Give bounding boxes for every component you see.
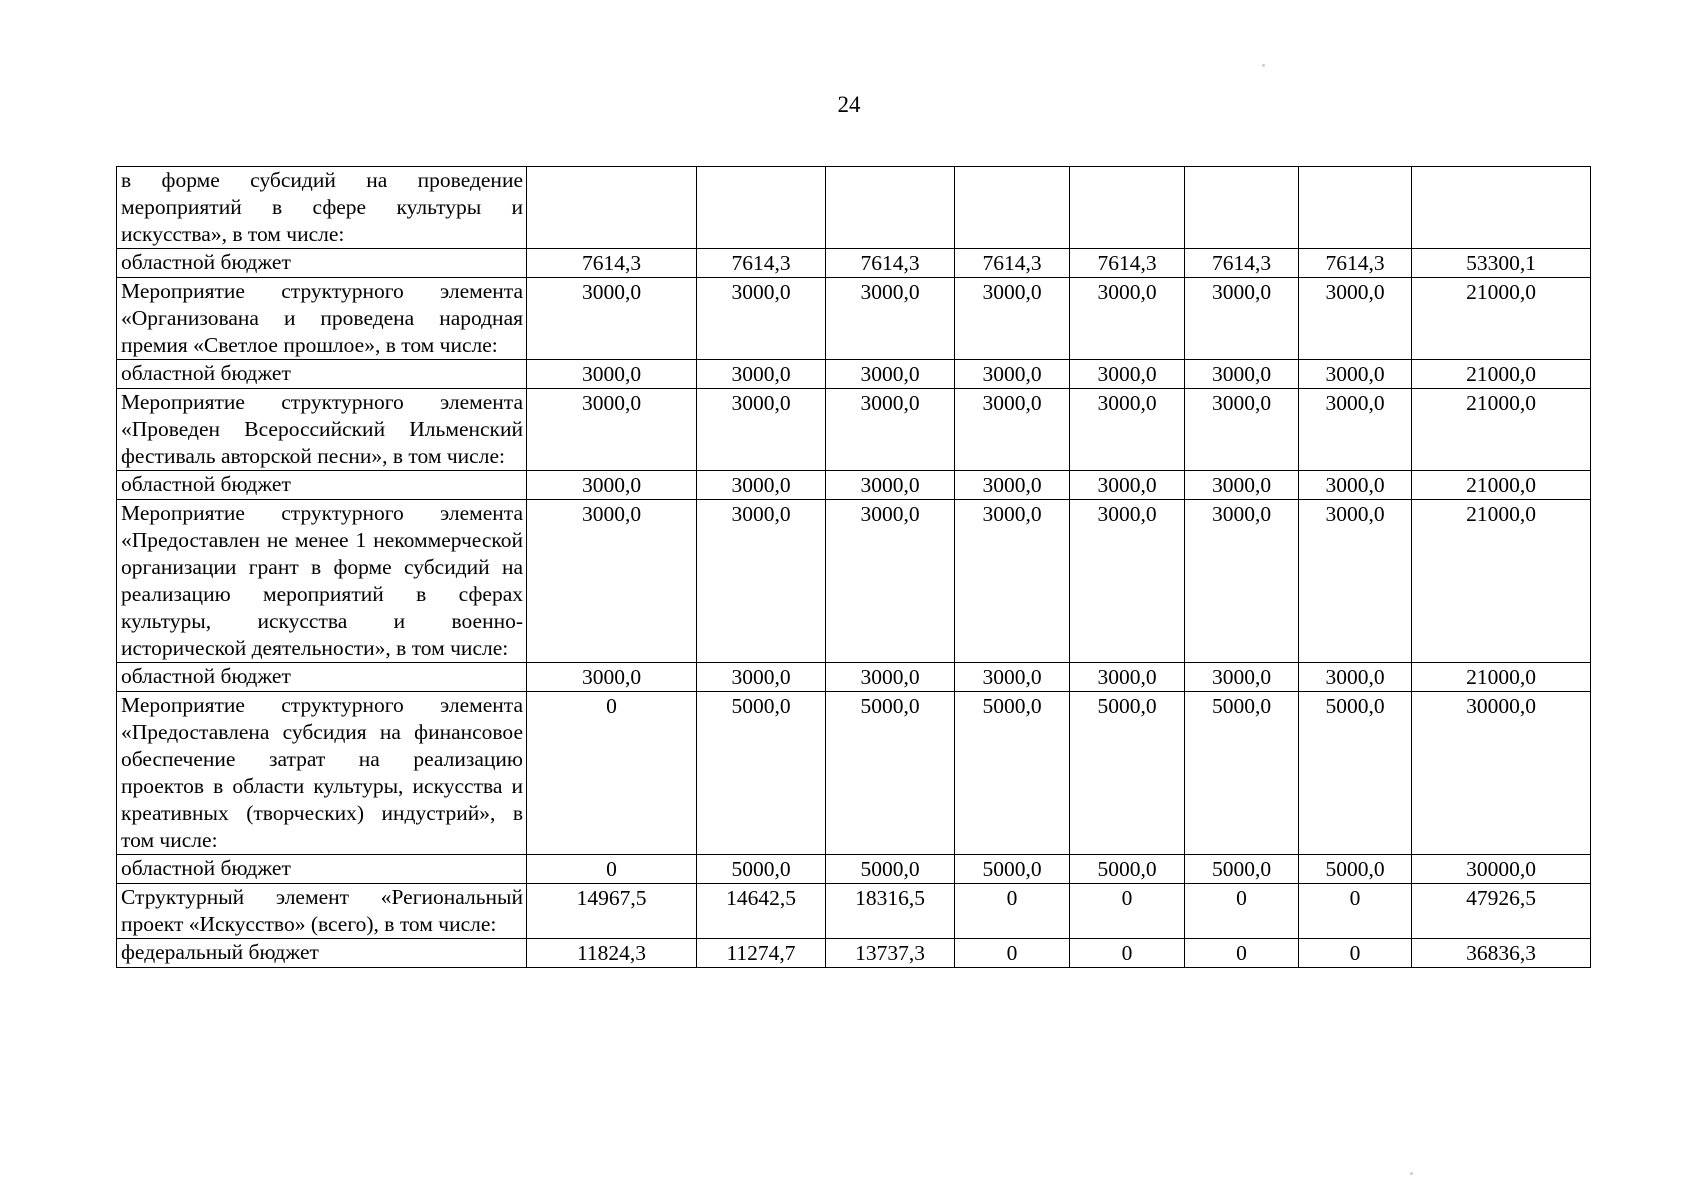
value-cell: 0 — [1185, 884, 1299, 939]
value-cell: 7614,3 — [527, 249, 697, 278]
value-cell — [1185, 167, 1299, 249]
table-row — [117, 278, 1591, 360]
value-cell: 14642,5 — [697, 884, 826, 939]
row-label: Структурный элемент «Региональный проект «Искусство» (всего), в том числе: — [117, 884, 527, 939]
value-cell: 5000,0 — [1299, 855, 1412, 884]
value-cell: 3000,0 — [697, 389, 826, 471]
value-cell: 7614,3 — [697, 249, 826, 278]
row-total-cell: 53300,1 — [1412, 249, 1591, 278]
value-cell: 0 — [1299, 884, 1412, 939]
scan-speck — [1410, 1172, 1413, 1175]
table-row — [117, 167, 1591, 249]
value-cell: 3000,0 — [826, 278, 955, 360]
value-cell: 3000,0 — [1185, 500, 1299, 663]
value-cell: 0 — [1070, 884, 1185, 939]
value-cell: 3000,0 — [826, 471, 955, 500]
value-cell: 14967,5 — [527, 884, 697, 939]
value-cell: 3000,0 — [1185, 471, 1299, 500]
value-cell: 5000,0 — [826, 692, 955, 855]
value-cell: 3000,0 — [697, 500, 826, 663]
value-cell: 3000,0 — [826, 663, 955, 692]
value-cell — [697, 167, 826, 249]
value-cell — [826, 167, 955, 249]
value-cell: 3000,0 — [1185, 278, 1299, 360]
row-label: областной бюджет — [117, 855, 527, 884]
row-total-cell: 30000,0 — [1412, 692, 1591, 855]
value-cell: 5000,0 — [1185, 855, 1299, 884]
row-total-cell: 21000,0 — [1412, 471, 1591, 500]
table-row — [117, 360, 1591, 389]
value-cell: 3000,0 — [955, 278, 1070, 360]
row-label: в форме субсидий на проведение мероприятий в сфере культуры и искусства», в том числе: — [117, 167, 527, 249]
value-cell: 5000,0 — [697, 692, 826, 855]
value-cell: 7614,3 — [1299, 249, 1412, 278]
row-total-cell: 21000,0 — [1412, 360, 1591, 389]
scan-speck — [1262, 64, 1265, 67]
value-cell: 5000,0 — [826, 855, 955, 884]
row-label: Мероприятие структурного элемента «Предоставлена субсидия на финансовое обеспечение затрат на реализацию проектов в области культуры, искусства и креативных (творческих) индустрий», в том числе: — [117, 692, 527, 855]
table-row — [117, 855, 1591, 884]
value-cell: 11824,3 — [527, 939, 697, 968]
table-row — [117, 471, 1591, 500]
table-row — [117, 939, 1591, 968]
value-cell: 3000,0 — [1070, 278, 1185, 360]
value-cell: 7614,3 — [826, 249, 955, 278]
value-cell: 0 — [955, 939, 1070, 968]
budget-table-body — [117, 167, 1591, 968]
value-cell: 13737,3 — [826, 939, 955, 968]
value-cell: 0 — [1185, 939, 1299, 968]
value-cell: 3000,0 — [955, 360, 1070, 389]
value-cell: 3000,0 — [955, 471, 1070, 500]
table-row — [117, 249, 1591, 278]
value-cell: 3000,0 — [1299, 663, 1412, 692]
value-cell: 3000,0 — [1299, 500, 1412, 663]
value-cell: 3000,0 — [527, 500, 697, 663]
value-cell: 3000,0 — [527, 663, 697, 692]
value-cell: 3000,0 — [1185, 360, 1299, 389]
value-cell: 5000,0 — [1185, 692, 1299, 855]
value-cell: 3000,0 — [1070, 360, 1185, 389]
value-cell: 0 — [527, 692, 697, 855]
row-total-cell: 21000,0 — [1412, 389, 1591, 471]
row-total-cell: 21000,0 — [1412, 500, 1591, 663]
value-cell: 0 — [1299, 939, 1412, 968]
value-cell: 3000,0 — [826, 500, 955, 663]
value-cell — [527, 167, 697, 249]
value-cell: 3000,0 — [527, 278, 697, 360]
value-cell: 3000,0 — [1185, 389, 1299, 471]
row-label: областной бюджет — [117, 663, 527, 692]
row-total-cell: 21000,0 — [1412, 278, 1591, 360]
budget-table — [116, 166, 1591, 968]
value-cell: 3000,0 — [527, 360, 697, 389]
value-cell: 18316,5 — [826, 884, 955, 939]
value-cell: 3000,0 — [826, 360, 955, 389]
row-total-cell: 30000,0 — [1412, 855, 1591, 884]
value-cell: 3000,0 — [955, 663, 1070, 692]
value-cell: 3000,0 — [1299, 389, 1412, 471]
value-cell: 3000,0 — [1299, 471, 1412, 500]
value-cell — [1070, 167, 1185, 249]
table-row — [117, 500, 1591, 663]
value-cell: 5000,0 — [697, 855, 826, 884]
value-cell: 7614,3 — [1070, 249, 1185, 278]
value-cell: 3000,0 — [697, 278, 826, 360]
row-label: Мероприятие структурного элемента «Организована и проведена народная премия «Светлое прошлое», в том числе: — [117, 278, 527, 360]
value-cell: 0 — [955, 884, 1070, 939]
table-row — [117, 884, 1591, 939]
row-label: областной бюджет — [117, 360, 527, 389]
value-cell: 3000,0 — [1299, 360, 1412, 389]
row-label: федеральный бюджет — [117, 939, 527, 968]
value-cell: 3000,0 — [955, 500, 1070, 663]
value-cell: 5000,0 — [955, 692, 1070, 855]
value-cell: 3000,0 — [527, 471, 697, 500]
value-cell: 7614,3 — [1185, 249, 1299, 278]
table-row — [117, 692, 1591, 855]
value-cell: 7614,3 — [955, 249, 1070, 278]
value-cell: 3000,0 — [826, 389, 955, 471]
value-cell — [955, 167, 1070, 249]
value-cell: 3000,0 — [697, 471, 826, 500]
row-label: областной бюджет — [117, 249, 527, 278]
value-cell: 0 — [1070, 939, 1185, 968]
value-cell: 3000,0 — [1070, 663, 1185, 692]
value-cell: 0 — [527, 855, 697, 884]
value-cell: 3000,0 — [1299, 278, 1412, 360]
row-label: Мероприятие структурного элемента «Проведен Всероссийский Ильменский фестиваль авторской песни», в том числе: — [117, 389, 527, 471]
row-total-cell — [1412, 167, 1591, 249]
value-cell: 3000,0 — [527, 389, 697, 471]
value-cell: 3000,0 — [1185, 663, 1299, 692]
row-label: Мероприятие структурного элемента «Предоставлен не менее 1 некоммерческой организации грант в форме субсидий на реализацию мероприятий в сферах культуры, искусства и военно-исторической деятельности», в том числе: — [117, 500, 527, 663]
value-cell: 3000,0 — [1070, 389, 1185, 471]
row-total-cell: 47926,5 — [1412, 884, 1591, 939]
value-cell: 11274,7 — [697, 939, 826, 968]
row-label: областной бюджет — [117, 471, 527, 500]
value-cell: 5000,0 — [1070, 855, 1185, 884]
row-total-cell: 36836,3 — [1412, 939, 1591, 968]
table-row — [117, 663, 1591, 692]
value-cell — [1299, 167, 1412, 249]
value-cell: 3000,0 — [697, 360, 826, 389]
page-number: 24 — [837, 92, 861, 117]
value-cell: 3000,0 — [697, 663, 826, 692]
value-cell: 5000,0 — [955, 855, 1070, 884]
value-cell: 3000,0 — [1070, 500, 1185, 663]
table-row — [117, 389, 1591, 471]
value-cell: 5000,0 — [1070, 692, 1185, 855]
value-cell: 3000,0 — [955, 389, 1070, 471]
value-cell: 5000,0 — [1299, 692, 1412, 855]
value-cell: 3000,0 — [1070, 471, 1185, 500]
row-total-cell: 21000,0 — [1412, 663, 1591, 692]
